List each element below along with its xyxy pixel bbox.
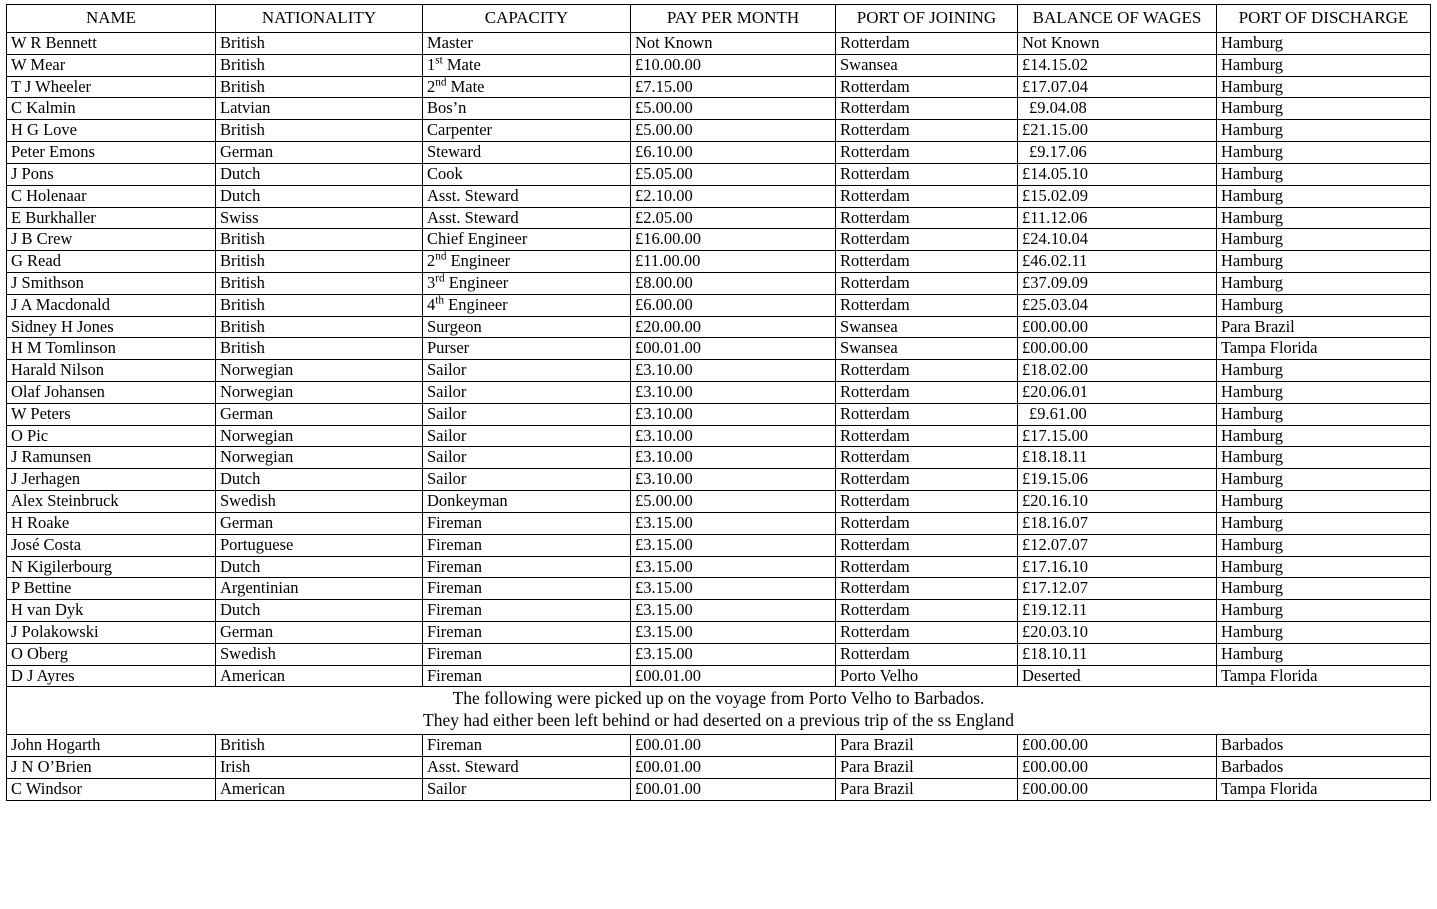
cell-balance-of-wages: £00.00.00 — [1018, 338, 1217, 360]
cell-port-of-joining: Rotterdam — [836, 469, 1018, 491]
cell-pay-per-month: £6.00.00 — [631, 294, 836, 316]
cell-port-of-discharge: Hamburg — [1217, 382, 1431, 404]
cell-nationality: Norwegian — [216, 382, 423, 404]
cell-balance-of-wages: £18.02.00 — [1018, 360, 1217, 382]
cell-pay-per-month: £3.15.00 — [631, 643, 836, 665]
cell-pay-per-month: £6.10.00 — [631, 142, 836, 164]
cell-port-of-joining: Swansea — [836, 316, 1018, 338]
cell-nationality: American — [216, 665, 423, 687]
cell-port-of-discharge: Hamburg — [1217, 643, 1431, 665]
table-row — [7, 491, 1431, 513]
table-row — [7, 469, 1431, 491]
cell-port-of-joining: Rotterdam — [836, 447, 1018, 469]
cell-nationality: Dutch — [216, 163, 423, 185]
cell-nationality: Norwegian — [216, 425, 423, 447]
cell-pay-per-month: £3.15.00 — [631, 578, 836, 600]
cell-capacity: 3rd Engineer — [423, 272, 631, 294]
cell-capacity: Steward — [423, 142, 631, 164]
cell-port-of-discharge: Hamburg — [1217, 294, 1431, 316]
cell-name: O Pic — [7, 425, 216, 447]
cell-capacity: Master — [423, 33, 631, 55]
cell-port-of-joining: Rotterdam — [836, 491, 1018, 513]
cell-pay-per-month: £16.00.00 — [631, 229, 836, 251]
table-row — [7, 229, 1431, 251]
cell-capacity: Fireman — [423, 578, 631, 600]
cell-balance-of-wages: £9.04.08 — [1018, 98, 1217, 120]
cell-capacity: Fireman — [423, 534, 631, 556]
cell-balance-of-wages: £46.02.11 — [1018, 251, 1217, 273]
note-line-2: They had either been left behind or had deserted on a previous trip of the ss England — [423, 710, 1014, 731]
cell-port-of-joining: Rotterdam — [836, 207, 1018, 229]
table-row-note — [7, 687, 1431, 735]
cell-name: P Bettine — [7, 578, 216, 600]
cell-port-of-discharge: Tampa Florida — [1217, 665, 1431, 687]
cell-capacity: 1st Mate — [423, 54, 631, 76]
cell-port-of-joining: Para Brazil — [836, 778, 1018, 800]
table-row — [7, 54, 1431, 76]
table-body-after-note — [7, 735, 1431, 800]
cell-nationality: Portuguese — [216, 534, 423, 556]
cell-name: N Kigilerbourg — [7, 556, 216, 578]
column-header-balance-of-wages: BALANCE OF WAGES — [1018, 5, 1217, 33]
cell-port-of-discharge: Hamburg — [1217, 142, 1431, 164]
cell-port-of-discharge: Hamburg — [1217, 425, 1431, 447]
cell-port-of-discharge: Tampa Florida — [1217, 778, 1431, 800]
cell-capacity: Surgeon — [423, 316, 631, 338]
cell-nationality: Dutch — [216, 469, 423, 491]
cell-nationality: Swiss — [216, 207, 423, 229]
cell-capacity: Sailor — [423, 403, 631, 425]
note-cell — [7, 687, 1431, 735]
cell-name: W Mear — [7, 54, 216, 76]
cell-name: E Burkhaller — [7, 207, 216, 229]
column-header-name: NAME — [7, 5, 216, 33]
table-row — [7, 512, 1431, 534]
table-row — [7, 621, 1431, 643]
cell-port-of-discharge: Hamburg — [1217, 272, 1431, 294]
cell-capacity: Carpenter — [423, 120, 631, 142]
cell-port-of-discharge: Barbados — [1217, 735, 1431, 757]
cell-nationality: Dutch — [216, 556, 423, 578]
cell-name: Harald Nilson — [7, 360, 216, 382]
note-block — [7, 687, 1431, 735]
table-row — [7, 272, 1431, 294]
cell-name: C Kalmin — [7, 98, 216, 120]
cell-pay-per-month: £10.00.00 — [631, 54, 836, 76]
cell-capacity: Fireman — [423, 600, 631, 622]
cell-name: J Pons — [7, 163, 216, 185]
cell-balance-of-wages: £00.00.00 — [1018, 735, 1217, 757]
cell-port-of-discharge: Hamburg — [1217, 447, 1431, 469]
cell-pay-per-month: £00.01.00 — [631, 778, 836, 800]
cell-pay-per-month: £00.01.00 — [631, 756, 836, 778]
cell-capacity: Asst. Steward — [423, 207, 631, 229]
cell-balance-of-wages: £18.16.07 — [1018, 512, 1217, 534]
cell-port-of-discharge: Hamburg — [1217, 98, 1431, 120]
cell-nationality: German — [216, 512, 423, 534]
cell-nationality: Irish — [216, 756, 423, 778]
cell-port-of-joining: Rotterdam — [836, 360, 1018, 382]
cell-capacity: Sailor — [423, 447, 631, 469]
cell-balance-of-wages: £19.12.11 — [1018, 600, 1217, 622]
cell-balance-of-wages: £17.15.00 — [1018, 425, 1217, 447]
table-row — [7, 556, 1431, 578]
cell-pay-per-month: £3.10.00 — [631, 425, 836, 447]
cell-port-of-discharge: Hamburg — [1217, 54, 1431, 76]
cell-port-of-discharge: Hamburg — [1217, 163, 1431, 185]
cell-pay-per-month: £00.01.00 — [631, 338, 836, 360]
cell-pay-per-month: £20.00.00 — [631, 316, 836, 338]
cell-port-of-joining: Rotterdam — [836, 425, 1018, 447]
cell-name: H Roake — [7, 512, 216, 534]
cell-port-of-joining: Rotterdam — [836, 120, 1018, 142]
table-row — [7, 403, 1431, 425]
table-header — [7, 5, 1431, 33]
cell-port-of-discharge: Hamburg — [1217, 229, 1431, 251]
cell-nationality: British — [216, 735, 423, 757]
cell-port-of-discharge: Hamburg — [1217, 556, 1431, 578]
cell-pay-per-month: £3.15.00 — [631, 512, 836, 534]
cell-capacity: 2nd Engineer — [423, 251, 631, 273]
cell-balance-of-wages: £9.17.06 — [1018, 142, 1217, 164]
cell-port-of-discharge: Tampa Florida — [1217, 338, 1431, 360]
cell-nationality: American — [216, 778, 423, 800]
cell-port-of-joining: Rotterdam — [836, 272, 1018, 294]
table-row — [7, 185, 1431, 207]
cell-capacity: Asst. Steward — [423, 756, 631, 778]
cell-balance-of-wages: £00.00.00 — [1018, 756, 1217, 778]
cell-name: Sidney H Jones — [7, 316, 216, 338]
cell-name: H M Tomlinson — [7, 338, 216, 360]
cell-port-of-joining: Rotterdam — [836, 382, 1018, 404]
cell-nationality: British — [216, 76, 423, 98]
cell-nationality: Latvian — [216, 98, 423, 120]
table-row — [7, 447, 1431, 469]
cell-nationality: British — [216, 316, 423, 338]
table-row — [7, 163, 1431, 185]
cell-nationality: Argentinian — [216, 578, 423, 600]
cell-nationality: British — [216, 33, 423, 55]
cell-name: J Smithson — [7, 272, 216, 294]
cell-port-of-joining: Rotterdam — [836, 98, 1018, 120]
cell-name: J B Crew — [7, 229, 216, 251]
cell-capacity: Cook — [423, 163, 631, 185]
cell-name: C Holenaar — [7, 185, 216, 207]
cell-balance-of-wages: £25.03.04 — [1018, 294, 1217, 316]
cell-balance-of-wages: £18.10.11 — [1018, 643, 1217, 665]
table-row — [7, 207, 1431, 229]
table-row — [7, 382, 1431, 404]
cell-nationality: German — [216, 621, 423, 643]
cell-name: John Hogarth — [7, 735, 216, 757]
table-row — [7, 665, 1431, 687]
cell-port-of-joining: Rotterdam — [836, 76, 1018, 98]
table-row — [7, 76, 1431, 98]
cell-name: Peter Emons — [7, 142, 216, 164]
table-row — [7, 33, 1431, 55]
cell-pay-per-month: £3.15.00 — [631, 600, 836, 622]
table-row — [7, 360, 1431, 382]
table-row — [7, 756, 1431, 778]
cell-port-of-discharge: Para Brazil — [1217, 316, 1431, 338]
note-line-1: The following were picked up on the voyage from Porto Velho to Barbados. — [452, 688, 985, 709]
cell-name: J Jerhagen — [7, 469, 216, 491]
cell-nationality: Swedish — [216, 491, 423, 513]
cell-balance-of-wages: £11.12.06 — [1018, 207, 1217, 229]
cell-balance-of-wages: £00.00.00 — [1018, 778, 1217, 800]
cell-port-of-joining: Rotterdam — [836, 600, 1018, 622]
cell-capacity: 4th Engineer — [423, 294, 631, 316]
cell-nationality: Norwegian — [216, 360, 423, 382]
cell-capacity: Sailor — [423, 382, 631, 404]
cell-balance-of-wages: £14.05.10 — [1018, 163, 1217, 185]
cell-nationality: Dutch — [216, 185, 423, 207]
table-row — [7, 98, 1431, 120]
cell-port-of-discharge: Hamburg — [1217, 76, 1431, 98]
cell-nationality: British — [216, 120, 423, 142]
cell-port-of-discharge: Hamburg — [1217, 512, 1431, 534]
cell-port-of-discharge: Hamburg — [1217, 120, 1431, 142]
cell-name: W R Bennett — [7, 33, 216, 55]
cell-balance-of-wages: Not Known — [1018, 33, 1217, 55]
cell-capacity: Sailor — [423, 469, 631, 491]
cell-pay-per-month: £5.00.00 — [631, 491, 836, 513]
cell-port-of-discharge: Hamburg — [1217, 251, 1431, 273]
cell-pay-per-month: £00.01.00 — [631, 665, 836, 687]
cell-name: T J Wheeler — [7, 76, 216, 98]
table-row — [7, 316, 1431, 338]
cell-capacity: Fireman — [423, 643, 631, 665]
cell-balance-of-wages: £18.18.11 — [1018, 447, 1217, 469]
table-row — [7, 251, 1431, 273]
cell-capacity: Sailor — [423, 360, 631, 382]
table-row — [7, 425, 1431, 447]
cell-name: D J Ayres — [7, 665, 216, 687]
table-row — [7, 120, 1431, 142]
cell-capacity: Chief Engineer — [423, 229, 631, 251]
cell-port-of-joining: Rotterdam — [836, 251, 1018, 273]
cell-port-of-discharge: Hamburg — [1217, 469, 1431, 491]
cell-nationality: British — [216, 251, 423, 273]
cell-port-of-discharge: Hamburg — [1217, 578, 1431, 600]
cell-nationality: British — [216, 294, 423, 316]
cell-name: Olaf Johansen — [7, 382, 216, 404]
cell-balance-of-wages: Deserted — [1018, 665, 1217, 687]
cell-capacity: Fireman — [423, 621, 631, 643]
crew-list-table — [6, 4, 1431, 801]
column-header-port-of-discharge: PORT OF DISCHARGE — [1217, 5, 1431, 33]
cell-name: H van Dyk — [7, 600, 216, 622]
table-row — [7, 578, 1431, 600]
table-row — [7, 338, 1431, 360]
cell-name: J A Macdonald — [7, 294, 216, 316]
cell-name: C Windsor — [7, 778, 216, 800]
cell-pay-per-month: £2.10.00 — [631, 185, 836, 207]
cell-balance-of-wages: £9.61.00 — [1018, 403, 1217, 425]
cell-port-of-discharge: Hamburg — [1217, 33, 1431, 55]
cell-nationality: German — [216, 142, 423, 164]
cell-capacity: Asst. Steward — [423, 185, 631, 207]
cell-nationality: British — [216, 54, 423, 76]
cell-pay-per-month: £3.10.00 — [631, 469, 836, 491]
cell-name: O Oberg — [7, 643, 216, 665]
cell-balance-of-wages: £15.02.09 — [1018, 185, 1217, 207]
cell-capacity: Fireman — [423, 665, 631, 687]
cell-name: J Ramunsen — [7, 447, 216, 469]
cell-capacity: Fireman — [423, 735, 631, 757]
cell-pay-per-month: £11.00.00 — [631, 251, 836, 273]
table-row — [7, 294, 1431, 316]
cell-pay-per-month: £3.10.00 — [631, 447, 836, 469]
cell-port-of-discharge: Hamburg — [1217, 185, 1431, 207]
cell-name: J N O’Brien — [7, 756, 216, 778]
cell-pay-per-month: £3.15.00 — [631, 621, 836, 643]
table-row — [7, 778, 1431, 800]
cell-port-of-joining: Para Brazil — [836, 735, 1018, 757]
cell-pay-per-month: £5.00.00 — [631, 120, 836, 142]
table-row — [7, 534, 1431, 556]
cell-name: H G Love — [7, 120, 216, 142]
table-row — [7, 600, 1431, 622]
cell-nationality: Swedish — [216, 643, 423, 665]
cell-port-of-joining: Rotterdam — [836, 33, 1018, 55]
table-row — [7, 735, 1431, 757]
cell-port-of-discharge: Hamburg — [1217, 360, 1431, 382]
cell-pay-per-month: Not Known — [631, 33, 836, 55]
cell-capacity: Bos’n — [423, 98, 631, 120]
cell-port-of-discharge: Barbados — [1217, 756, 1431, 778]
cell-nationality: British — [216, 272, 423, 294]
cell-balance-of-wages: £37.09.09 — [1018, 272, 1217, 294]
table-row — [7, 142, 1431, 164]
cell-pay-per-month: £5.05.00 — [631, 163, 836, 185]
cell-port-of-joining: Rotterdam — [836, 294, 1018, 316]
cell-capacity: Donkeyman — [423, 491, 631, 513]
cell-port-of-joining: Swansea — [836, 338, 1018, 360]
cell-balance-of-wages: £17.07.04 — [1018, 76, 1217, 98]
column-header-port-of-joining: PORT OF JOINING — [836, 5, 1018, 33]
cell-port-of-joining: Porto Velho — [836, 665, 1018, 687]
cell-capacity: Sailor — [423, 778, 631, 800]
cell-port-of-discharge: Hamburg — [1217, 403, 1431, 425]
cell-balance-of-wages: £17.12.07 — [1018, 578, 1217, 600]
cell-port-of-discharge: Hamburg — [1217, 207, 1431, 229]
cell-port-of-discharge: Hamburg — [1217, 600, 1431, 622]
cell-port-of-joining: Rotterdam — [836, 163, 1018, 185]
cell-nationality: Norwegian — [216, 447, 423, 469]
cell-port-of-joining: Rotterdam — [836, 229, 1018, 251]
cell-port-of-joining: Rotterdam — [836, 643, 1018, 665]
column-header-nationality: NATIONALITY — [216, 5, 423, 33]
cell-balance-of-wages: £21.15.00 — [1018, 120, 1217, 142]
column-header-capacity: CAPACITY — [423, 5, 631, 33]
column-header-pay-per-month: PAY PER MONTH — [631, 5, 836, 33]
cell-nationality: German — [216, 403, 423, 425]
cell-pay-per-month: £5.00.00 — [631, 98, 836, 120]
cell-balance-of-wages: £20.16.10 — [1018, 491, 1217, 513]
cell-capacity: Purser — [423, 338, 631, 360]
cell-pay-per-month: £3.10.00 — [631, 403, 836, 425]
cell-pay-per-month: £7.15.00 — [631, 76, 836, 98]
cell-balance-of-wages: £19.15.06 — [1018, 469, 1217, 491]
cell-port-of-discharge: Hamburg — [1217, 621, 1431, 643]
header-row — [7, 5, 1431, 33]
cell-nationality: Dutch — [216, 600, 423, 622]
cell-pay-per-month: £00.01.00 — [631, 735, 836, 757]
cell-capacity: 2nd Mate — [423, 76, 631, 98]
cell-pay-per-month: £3.10.00 — [631, 360, 836, 382]
cell-balance-of-wages: £17.16.10 — [1018, 556, 1217, 578]
cell-name: Alex Steinbruck — [7, 491, 216, 513]
table-row — [7, 643, 1431, 665]
cell-balance-of-wages: £20.06.01 — [1018, 382, 1217, 404]
cell-port-of-joining: Rotterdam — [836, 512, 1018, 534]
cell-pay-per-month: £3.15.00 — [631, 556, 836, 578]
cell-port-of-discharge: Hamburg — [1217, 534, 1431, 556]
cell-port-of-joining: Swansea — [836, 54, 1018, 76]
cell-capacity: Fireman — [423, 556, 631, 578]
cell-name: J Polakowski — [7, 621, 216, 643]
table-body — [7, 33, 1431, 687]
cell-port-of-discharge: Hamburg — [1217, 491, 1431, 513]
cell-pay-per-month: £3.10.00 — [631, 382, 836, 404]
cell-port-of-joining: Rotterdam — [836, 534, 1018, 556]
cell-port-of-joining: Rotterdam — [836, 142, 1018, 164]
cell-balance-of-wages: £00.00.00 — [1018, 316, 1217, 338]
cell-port-of-joining: Rotterdam — [836, 403, 1018, 425]
cell-nationality: British — [216, 229, 423, 251]
cell-pay-per-month: £3.15.00 — [631, 534, 836, 556]
cell-port-of-joining: Rotterdam — [836, 185, 1018, 207]
cell-name: W Peters — [7, 403, 216, 425]
cell-balance-of-wages: £20.03.10 — [1018, 621, 1217, 643]
cell-nationality: British — [216, 338, 423, 360]
cell-pay-per-month: £8.00.00 — [631, 272, 836, 294]
cell-name: José Costa — [7, 534, 216, 556]
cell-port-of-joining: Para Brazil — [836, 756, 1018, 778]
cell-port-of-joining: Rotterdam — [836, 621, 1018, 643]
cell-balance-of-wages: £24.10.04 — [1018, 229, 1217, 251]
cell-balance-of-wages: £12.07.07 — [1018, 534, 1217, 556]
cell-port-of-joining: Rotterdam — [836, 578, 1018, 600]
cell-capacity: Fireman — [423, 512, 631, 534]
cell-capacity: Sailor — [423, 425, 631, 447]
cell-pay-per-month: £2.05.00 — [631, 207, 836, 229]
cell-balance-of-wages: £14.15.02 — [1018, 54, 1217, 76]
cell-name: G Read — [7, 251, 216, 273]
cell-port-of-joining: Rotterdam — [836, 556, 1018, 578]
